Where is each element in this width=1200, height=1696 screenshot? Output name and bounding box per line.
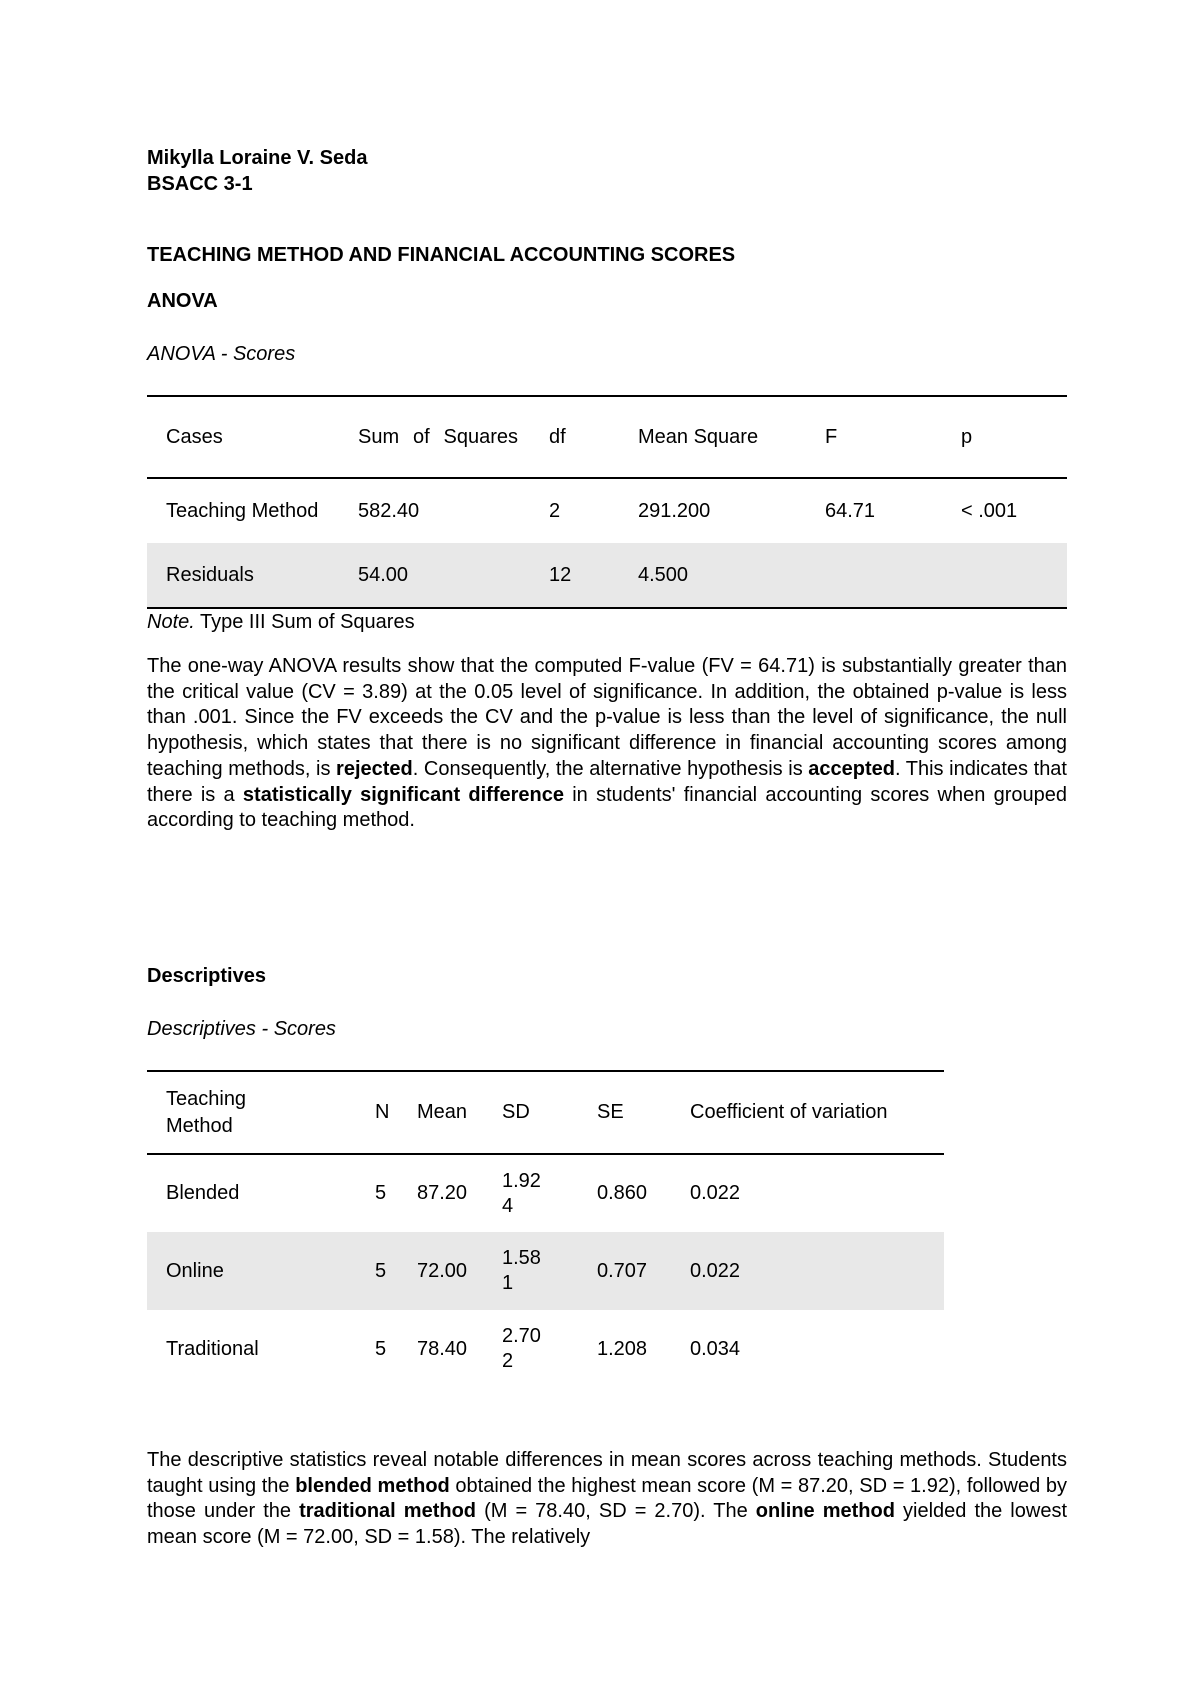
desc-cell: Blended: [166, 1182, 240, 1204]
desc-col-n: N: [375, 1101, 390, 1123]
desc-cell: 5: [375, 1259, 387, 1282]
descriptives-table: [147, 1070, 944, 1388]
anova-cell: [942, 543, 1067, 608]
desc-cell: 87.20: [417, 1182, 468, 1204]
anova-cell: < .001: [961, 499, 1018, 522]
desc-cell: 1.208: [597, 1337, 648, 1360]
desc-cell: 0.860: [597, 1182, 648, 1204]
desc-cell: 5: [375, 1337, 387, 1360]
author-course: BSACC 3-1: [147, 173, 253, 195]
anova-cell: 12: [549, 563, 572, 586]
anova-heading: ANOVA: [147, 290, 218, 312]
desc-cell: 0.022: [690, 1182, 741, 1204]
anova-caption: ANOVA - Scores: [147, 343, 296, 365]
desc-cell: 0.707: [597, 1259, 648, 1282]
anova-col-f: F: [825, 425, 838, 448]
anova-table: [147, 395, 1067, 609]
descriptives-interpretation-paragraph: The descriptive statistics reveal notable differences in mean scores across teaching methods. Students taught using the blended method obtained the highest mean score (M = 87.20, SD = 1.92), followed by those under the traditional method (M = 78.40, SD = 2.70). The online method yielded the lowest mean score (M = 72.00, SD = 1.58). The relatively: [147, 1449, 1067, 1549]
desc-col-sd: SD: [502, 1101, 530, 1123]
desc-cell: Traditional: [166, 1337, 259, 1360]
note-text: Type III Sum of Squares: [200, 611, 415, 633]
desc-cell: 0.022: [690, 1259, 741, 1282]
desc-cell: 0.034: [690, 1337, 741, 1360]
anova-cell: 582.40: [358, 499, 420, 522]
table-row: [147, 543, 1067, 608]
desc-cell: 78.40: [417, 1337, 468, 1360]
author-name: Mikylla Loraine V. Seda: [147, 147, 368, 169]
anova-interpretation-paragraph: The one-way ANOVA results show that the computed F-value (FV = 64.71) is substantially greater than the critical value (CV = 3.89) at the 0.05 level of significance. In addition, the obtained p-value is less than .001. Since the FV exceeds the CV and the p-value is less than the level of significance, the null hypothesis, which states that there is no significant difference in financial accounting scores among teaching methods, is rejected. Consequently, the alternative hypothesis is accepted. This indicates that there is a statistically significant difference in students' financial accounting scores when grouped according to teaching method.: [147, 655, 1067, 832]
anova-col-cases: Cases: [166, 425, 223, 448]
anova-note: [147, 610, 415, 635]
note-label: Note.: [147, 611, 195, 633]
desc-cell: 5: [375, 1182, 387, 1204]
anova-cell: 4.500: [638, 563, 689, 586]
anova-col-mean-square: Mean Square: [638, 425, 759, 448]
descriptives-caption: Descriptives - Scores: [147, 1018, 336, 1040]
anova-col-p: p: [961, 425, 973, 448]
anova-cell: 291.200: [638, 499, 711, 522]
desc-col-se: SE: [597, 1101, 624, 1123]
table-row: [147, 478, 1067, 543]
desc-cell: 1.581: [502, 1247, 541, 1294]
anova-cell: Residuals: [166, 563, 254, 586]
anova-cell: 2: [549, 499, 561, 522]
table-row: [147, 1310, 944, 1388]
desc-col-teaching-method: Teaching Method: [166, 1087, 247, 1137]
desc-cell: 72.00: [417, 1259, 468, 1282]
anova-col-df: df: [549, 425, 566, 448]
anova-header-row: [147, 396, 1067, 478]
desc-cell: Online: [166, 1259, 224, 1282]
document-title: TEACHING METHOD AND FINANCIAL ACCOUNTING SCORES: [147, 244, 736, 266]
desc-col-mean: Mean: [417, 1101, 468, 1123]
anova-cell: 64.71: [825, 499, 876, 522]
table-row: [147, 1232, 944, 1310]
anova-cell: Teaching Method: [166, 499, 319, 522]
anova-col-sum-of-squares: Sum of Squares: [358, 425, 518, 448]
descriptives-header-row: [147, 1071, 944, 1154]
desc-cell: 1.924: [502, 1169, 541, 1217]
anova-cell: [806, 543, 942, 608]
desc-cell: 2.702: [502, 1325, 541, 1372]
anova-cell: 54.00: [358, 563, 409, 586]
desc-col-cv: Coefficient of variation: [690, 1101, 888, 1123]
table-row: [147, 1154, 944, 1232]
descriptives-heading: Descriptives: [147, 965, 266, 987]
